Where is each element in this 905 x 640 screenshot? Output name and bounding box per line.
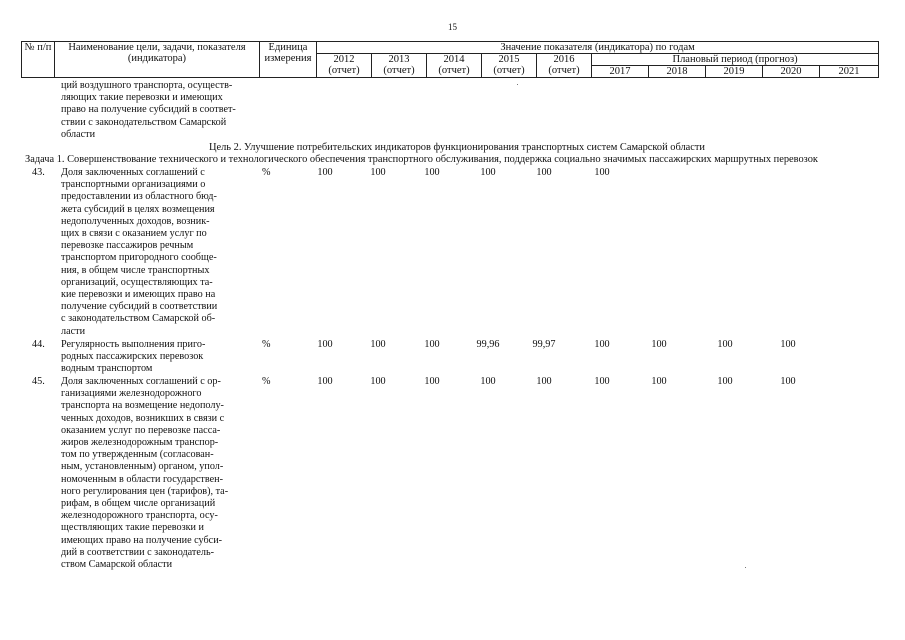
text-line: ганизациями железнодорожного — [61, 388, 202, 400]
unit-cell: % — [262, 376, 271, 387]
text-line: кие перевозки и имеющих право на — [61, 289, 216, 301]
value-cell: 100 — [370, 376, 386, 387]
header-year-2019: 2019 — [706, 66, 763, 78]
text-line: с законодательством Самарской об- — [61, 313, 216, 325]
value-cell: 100 — [480, 167, 496, 178]
text-line: ций воздушного транспорта, осуществ- — [61, 80, 233, 91]
text-line: ласти — [61, 325, 86, 337]
text-line: предоставлении из областного бюд- — [61, 191, 217, 203]
text-line: Доля заключенных соглашений с — [61, 167, 205, 178]
text-line: ществляющих такие перевозки и — [61, 522, 205, 534]
unit-cell: % — [262, 339, 271, 350]
value-cell: 100 — [370, 339, 386, 350]
value-cell: 100 — [594, 376, 610, 387]
value-cell: 100 — [424, 339, 440, 350]
value-cell: 100 — [780, 376, 796, 387]
text-line: жиров железнодорожным транспор- — [61, 437, 219, 449]
page-number: 15 — [448, 22, 457, 32]
value-cell: 99,97 — [532, 339, 556, 350]
indicator-name — [61, 339, 239, 376]
text-line: транспорта на возмещение недополу- — [61, 400, 224, 412]
continuation-text — [61, 80, 239, 141]
text-line: дий в соответствии с законодатель- — [61, 546, 215, 558]
text-line: получение субсидий в соответствии — [61, 301, 218, 313]
text-line: перевозке пассажиров речным — [61, 240, 194, 252]
header-year-2016: 2016 (отчет) — [537, 54, 592, 78]
header-year-2020: 2020 — [763, 66, 820, 78]
text-line: рифам, в общем числе организаций — [61, 498, 216, 510]
text-line: номоченным в области государствен- — [61, 473, 223, 485]
value-cell: 100 — [717, 339, 733, 350]
text-line: том по утвержденным (согласован- — [61, 449, 214, 461]
text-line: транспортными организациями о — [61, 179, 206, 191]
header-year-2018: 2018 — [649, 66, 706, 78]
text-line: области — [61, 128, 96, 140]
value-cell: 100 — [480, 376, 496, 387]
row-number: 43. — [32, 167, 45, 178]
header-year-2014: 2014 (отчет) — [427, 54, 482, 78]
header-year-2015: 2015 (отчет) — [482, 54, 537, 78]
text-line: Регулярность выполнения приго- — [61, 339, 206, 350]
value-cell: 100 — [536, 167, 552, 178]
text-line: ствии с законодательством Самарской — [61, 116, 227, 128]
indicator-name — [61, 376, 239, 571]
text-line: родных пассажирских перевозок — [61, 351, 204, 363]
value-cell: 100 — [370, 167, 386, 178]
text-line: ченных доходов, возникших в связи с — [61, 412, 225, 424]
value-cell: 99,96 — [476, 339, 500, 350]
value-cell: 100 — [317, 376, 333, 387]
header-unit: Единица измерения — [260, 42, 317, 78]
text-line: транспортом пригородного сообще- — [61, 252, 217, 264]
value-cell: 100 — [717, 376, 733, 387]
text-line: имеющих право на получение субси- — [61, 534, 223, 546]
value-cell: 100 — [651, 376, 667, 387]
task-heading: Задача 1. Совершенствование технического и технологического обеспечения транспортного обслуживания, поддержка социально значимых пассажирских маршрутных перевозок — [25, 154, 818, 165]
value-cell: 100 — [317, 339, 333, 350]
row-number: 45. — [32, 376, 45, 387]
header-plan: Плановый период (прогноз) — [592, 54, 879, 66]
text-line: водным транспортом — [61, 363, 153, 375]
text-line: ством Самарской области — [61, 559, 173, 571]
indicator-name — [61, 167, 239, 338]
header-values: Значение показателя (индикатора) по годам — [317, 42, 879, 54]
text-line: организаций, осуществляющих та- — [61, 276, 213, 288]
text-line: железнодорожного транспорта, осу- — [61, 510, 218, 522]
scan-speck — [517, 84, 518, 85]
value-cell: 100 — [424, 167, 440, 178]
text-line: Доля заключенных соглашений с ор- — [61, 376, 221, 387]
text-line: недополученных доходов, возник- — [61, 215, 210, 227]
header-num: № п/п — [22, 42, 55, 78]
value-cell: 100 — [536, 376, 552, 387]
value-cell: 100 — [424, 376, 440, 387]
header-year-2013: 2013 (отчет) — [372, 54, 427, 78]
text-line: ным, установленным) органом, упол- — [61, 461, 224, 473]
value-cell: 100 — [651, 339, 667, 350]
text-line: ния, в общем числе транспортных — [61, 264, 210, 276]
text-line: право на получение субсидий в соответ- — [61, 104, 236, 116]
table-header — [21, 41, 879, 78]
value-cell: 100 — [594, 339, 610, 350]
value-cell: 100 — [780, 339, 796, 350]
header-year-2017: 2017 — [592, 66, 649, 78]
text-line: оказанием услуг по перевозке пасса- — [61, 424, 221, 436]
goal-heading: Цель 2. Улучшение потребительских индикаторов функционирования транспортных систем Самарской области — [209, 142, 705, 153]
value-cell: 100 — [317, 167, 333, 178]
text-line: ного регулирования цен (тарифов), та- — [61, 485, 229, 497]
row-number: 44. — [32, 339, 45, 350]
text-line: жета субсидий в целях возмещения — [61, 203, 215, 215]
text-line: щих в связи с оказанием услуг по — [61, 228, 207, 240]
unit-cell: % — [262, 167, 271, 178]
scan-speck — [745, 567, 746, 568]
header-year-2012: 2012 (отчет) — [317, 54, 372, 78]
value-cell: 100 — [594, 167, 610, 178]
header-name: Наименование цели, задачи, показателя (индикатора) — [55, 42, 260, 78]
header-year-2021: 2021 — [820, 66, 879, 78]
text-line: ляющих такие перевозки и имеющих — [61, 92, 223, 104]
